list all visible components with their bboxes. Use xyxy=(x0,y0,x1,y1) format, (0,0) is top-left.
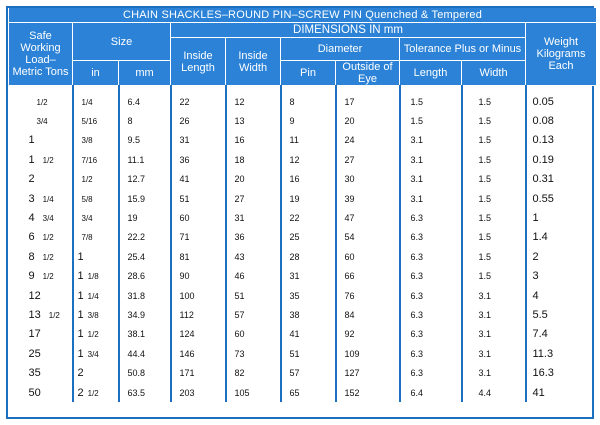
load-whole: 9 xyxy=(28,270,35,283)
size-fraction: 7/8 xyxy=(81,233,93,243)
pin-diameter-cell: 19 xyxy=(281,189,336,208)
load-fraction: 1/2 xyxy=(42,252,54,262)
size-fraction: 1/2 xyxy=(87,388,99,398)
pin-diameter-cell: 28 xyxy=(281,247,336,266)
load-whole: 4 xyxy=(28,212,35,225)
weight-cell: 4 xyxy=(526,286,597,305)
size-inch-cell xyxy=(73,383,119,402)
table-row xyxy=(9,383,597,402)
load-fraction: 1/2 xyxy=(36,97,48,107)
size-mm-cell: 31.8 xyxy=(119,286,171,305)
outside-of-eye-header: Outside of Eye xyxy=(336,61,400,86)
load-whole: 13 xyxy=(28,308,41,321)
safe-working-load-cell xyxy=(9,189,73,208)
tolerance-length-cell: 6.3 xyxy=(400,286,462,305)
size-inch-cell xyxy=(73,247,119,266)
size-fraction: 1/8 xyxy=(87,272,99,282)
size-inch-cell xyxy=(73,228,119,247)
inside-width-cell: 57 xyxy=(226,305,281,324)
outside-of-eye-cell: 17 xyxy=(336,92,400,111)
shackle-spec-table xyxy=(8,8,597,402)
size-fraction: 3/8 xyxy=(87,310,99,320)
load-fraction: 3/4 xyxy=(42,214,54,224)
size-mm-cell: 44.4 xyxy=(119,344,171,363)
size-in-header: in xyxy=(73,61,119,86)
size-whole: 1 xyxy=(77,270,84,283)
tolerance-length-cell: 3.1 xyxy=(400,150,462,169)
inside-length-cell: 26 xyxy=(171,111,226,130)
size-fraction: 3/4 xyxy=(87,349,99,359)
table-row xyxy=(9,208,597,227)
size-whole: 2 xyxy=(77,386,84,399)
outside-of-eye-cell: 39 xyxy=(336,189,400,208)
size-mm-header: mm xyxy=(119,61,171,86)
tolerance-width-cell: 1.5 xyxy=(462,189,526,208)
inside-length-cell: 100 xyxy=(171,286,226,305)
size-mm-cell: 38.1 xyxy=(119,325,171,344)
load-fraction: 1/2 xyxy=(42,233,54,243)
inside-length-cell: 90 xyxy=(171,267,226,286)
size-mm-cell: 12.7 xyxy=(119,170,171,189)
tolerance-width-cell: 1.5 xyxy=(462,170,526,189)
size-fraction: 3/4 xyxy=(81,214,93,224)
inside-length-cell: 112 xyxy=(171,305,226,324)
load-fraction: 1/2 xyxy=(42,272,54,282)
size-mm-cell: 25.4 xyxy=(119,247,171,266)
tolerance-width-cell: 4.4 xyxy=(462,383,526,402)
size-inch-cell xyxy=(73,325,119,344)
safe-working-load-cell xyxy=(9,305,73,324)
load-whole: 35 xyxy=(28,367,41,380)
inside-width-cell: 43 xyxy=(226,247,281,266)
inside-width-header: Inside Width xyxy=(226,38,281,86)
outside-of-eye-cell: 54 xyxy=(336,228,400,247)
safe-working-load-cell xyxy=(9,170,73,189)
size-inch-cell xyxy=(73,111,119,130)
outside-of-eye-cell: 127 xyxy=(336,363,400,382)
weight-cell: 11.3 xyxy=(526,344,597,363)
size-fraction: 5/8 xyxy=(81,194,93,204)
safe-working-load-cell xyxy=(9,111,73,130)
table-row xyxy=(9,228,597,247)
safe-working-load-cell xyxy=(9,228,73,247)
diameter-header: Diameter xyxy=(281,38,400,61)
safe-working-load-cell xyxy=(9,325,73,344)
inside-length-cell: 124 xyxy=(171,325,226,344)
weight-cell: 0.13 xyxy=(526,131,597,150)
pin-diameter-cell: 9 xyxy=(281,111,336,130)
table-row xyxy=(9,111,597,130)
tolerance-length-cell: 3.1 xyxy=(400,189,462,208)
weight-cell: 0.31 xyxy=(526,170,597,189)
size-mm-cell: 6.4 xyxy=(119,92,171,111)
tolerance-width-cell: 1.5 xyxy=(462,111,526,130)
pin-diameter-cell: 35 xyxy=(281,286,336,305)
size-inch-cell xyxy=(73,131,119,150)
safe-working-load-cell xyxy=(9,150,73,169)
size-fraction: 5/16 xyxy=(81,117,98,127)
tolerance-width-cell: 3.1 xyxy=(462,286,526,305)
safe-working-load-cell xyxy=(9,383,73,402)
weight-cell: 2 xyxy=(526,247,597,266)
safe-working-load-cell xyxy=(9,344,73,363)
pin-diameter-cell: 11 xyxy=(281,131,336,150)
load-whole: 3 xyxy=(28,192,35,205)
weight-cell: 0.05 xyxy=(526,92,597,111)
size-whole: 1 xyxy=(77,347,84,360)
inside-width-cell: 27 xyxy=(226,189,281,208)
tolerance-width-cell: 1.5 xyxy=(462,92,526,111)
table-row xyxy=(9,267,597,286)
tolerance-header: Tolerance Plus or Minus xyxy=(400,38,526,61)
weight-cell: 1.4 xyxy=(526,228,597,247)
size-inch-cell xyxy=(73,150,119,169)
load-whole: 8 xyxy=(28,250,35,263)
inside-length-cell: 36 xyxy=(171,150,226,169)
size-inch-cell xyxy=(73,189,119,208)
safe-working-load-cell xyxy=(9,92,73,111)
size-whole: 1 xyxy=(77,250,84,263)
tolerance-length-cell: 3.1 xyxy=(400,131,462,150)
table-title: CHAIN SHACKLES–ROUND PIN–SCREW PIN Quenched & Tempered xyxy=(9,8,597,23)
size-fraction: 3/8 xyxy=(81,136,93,146)
safe-working-load-cell xyxy=(9,208,73,227)
table-row xyxy=(9,344,597,363)
table-row xyxy=(9,170,597,189)
outside-of-eye-cell: 60 xyxy=(336,247,400,266)
load-whole: 50 xyxy=(28,386,41,399)
inside-length-header: Inside Length xyxy=(171,38,226,86)
table-row xyxy=(9,189,597,208)
size-whole: 2 xyxy=(77,367,84,380)
tolerance-width-header: Width xyxy=(462,61,526,86)
inside-width-cell: 20 xyxy=(226,170,281,189)
weight-cell: 0.19 xyxy=(526,150,597,169)
outside-of-eye-cell: 84 xyxy=(336,305,400,324)
outside-of-eye-cell: 30 xyxy=(336,170,400,189)
tolerance-length-cell: 6.3 xyxy=(400,267,462,286)
size-mm-cell: 28.6 xyxy=(119,267,171,286)
inside-width-cell: 36 xyxy=(226,228,281,247)
size-mm-cell: 11.1 xyxy=(119,150,171,169)
tolerance-length-cell: 6.4 xyxy=(400,383,462,402)
size-inch-cell xyxy=(73,170,119,189)
table-row xyxy=(9,286,597,305)
safe-working-load-cell xyxy=(9,286,73,305)
pin-diameter-cell: 65 xyxy=(281,383,336,402)
size-mm-cell: 15.9 xyxy=(119,189,171,208)
size-mm-cell: 19 xyxy=(119,208,171,227)
size-mm-cell: 9.5 xyxy=(119,131,171,150)
load-fraction: 1/2 xyxy=(48,310,60,320)
safe-working-load-cell xyxy=(9,131,73,150)
size-fraction: 1/2 xyxy=(81,175,93,185)
weight-cell: 0.55 xyxy=(526,189,597,208)
load-whole: 12 xyxy=(28,289,41,302)
outside-of-eye-cell: 152 xyxy=(336,383,400,402)
size-inch-cell xyxy=(73,208,119,227)
table-row xyxy=(9,92,597,111)
weight-cell: 5.5 xyxy=(526,305,597,324)
safe-working-load-header: Safe Working Load– Metric Tons xyxy=(9,23,73,86)
size-inch-cell xyxy=(73,363,119,382)
table-row xyxy=(9,325,597,344)
outside-of-eye-cell: 76 xyxy=(336,286,400,305)
tolerance-length-cell: 6.3 xyxy=(400,363,462,382)
inside-length-cell: 146 xyxy=(171,344,226,363)
tolerance-length-cell: 6.3 xyxy=(400,344,462,363)
shackle-spec-sheet xyxy=(6,6,594,419)
load-whole: 1 xyxy=(28,134,35,147)
tolerance-width-cell: 3.1 xyxy=(462,305,526,324)
size-inch-cell xyxy=(73,305,119,324)
size-inch-cell xyxy=(73,286,119,305)
tolerance-length-header: Length xyxy=(400,61,462,86)
pin-diameter-cell: 51 xyxy=(281,344,336,363)
size-whole: 1 xyxy=(77,308,84,321)
outside-of-eye-cell: 24 xyxy=(336,131,400,150)
load-whole: 2 xyxy=(28,173,35,186)
tolerance-width-cell: 1.5 xyxy=(462,267,526,286)
table-row xyxy=(9,247,597,266)
pin-diameter-cell: 41 xyxy=(281,325,336,344)
inside-length-cell: 71 xyxy=(171,228,226,247)
size-mm-cell: 34.9 xyxy=(119,305,171,324)
tolerance-length-cell: 6.3 xyxy=(400,325,462,344)
inside-length-cell: 81 xyxy=(171,247,226,266)
tolerance-length-cell: 6.3 xyxy=(400,305,462,324)
tolerance-width-cell: 1.5 xyxy=(462,247,526,266)
inside-width-cell: 105 xyxy=(226,383,281,402)
pin-diameter-cell: 25 xyxy=(281,228,336,247)
inside-width-cell: 13 xyxy=(226,111,281,130)
load-fraction: 1/4 xyxy=(42,194,54,204)
pin-diameter-cell: 16 xyxy=(281,170,336,189)
inside-length-cell: 31 xyxy=(171,131,226,150)
size-fraction: 1/4 xyxy=(87,291,99,301)
tolerance-width-cell: 3.1 xyxy=(462,344,526,363)
weight-cell: 0.08 xyxy=(526,111,597,130)
safe-working-load-cell xyxy=(9,267,73,286)
outside-of-eye-cell: 20 xyxy=(336,111,400,130)
tolerance-length-cell: 6.3 xyxy=(400,228,462,247)
inside-width-cell: 46 xyxy=(226,267,281,286)
size-mm-cell: 8 xyxy=(119,111,171,130)
size-fraction: 1/2 xyxy=(87,330,99,340)
weight-cell: 16.3 xyxy=(526,363,597,382)
size-inch-cell xyxy=(73,344,119,363)
table-row xyxy=(9,305,597,324)
inside-length-cell: 203 xyxy=(171,383,226,402)
size-mm-cell: 22.2 xyxy=(119,228,171,247)
tolerance-length-cell: 6.3 xyxy=(400,208,462,227)
tolerance-length-cell: 6.3 xyxy=(400,247,462,266)
size-whole: 1 xyxy=(77,328,84,341)
tolerance-width-cell: 3.1 xyxy=(462,325,526,344)
tolerance-length-cell: 1.5 xyxy=(400,111,462,130)
pin-diameter-cell: 31 xyxy=(281,267,336,286)
inside-length-cell: 60 xyxy=(171,208,226,227)
weight-cell: 41 xyxy=(526,383,597,402)
load-whole: 6 xyxy=(28,231,35,244)
size-mm-cell: 63.5 xyxy=(119,383,171,402)
inside-width-cell: 31 xyxy=(226,208,281,227)
inside-width-cell: 12 xyxy=(226,92,281,111)
load-whole: 25 xyxy=(28,347,41,360)
size-inch-cell xyxy=(73,92,119,111)
tolerance-width-cell: 3.1 xyxy=(462,363,526,382)
tolerance-length-cell: 1.5 xyxy=(400,92,462,111)
load-whole: 1 xyxy=(28,153,35,166)
size-inch-cell xyxy=(73,267,119,286)
load-whole: 17 xyxy=(28,328,41,341)
tolerance-width-cell: 1.5 xyxy=(462,208,526,227)
weight-cell: 7.4 xyxy=(526,325,597,344)
weight-header: Weight Kilograms Each xyxy=(526,23,597,86)
weight-cell: 1 xyxy=(526,208,597,227)
inside-width-cell: 51 xyxy=(226,286,281,305)
inside-width-cell: 82 xyxy=(226,363,281,382)
size-header: Size xyxy=(73,23,171,61)
table-body xyxy=(9,86,597,403)
inside-width-cell: 73 xyxy=(226,344,281,363)
table-row xyxy=(9,363,597,382)
tolerance-length-cell: 3.1 xyxy=(400,170,462,189)
tolerance-width-cell: 1.5 xyxy=(462,131,526,150)
table-row xyxy=(9,131,597,150)
inside-width-cell: 60 xyxy=(226,325,281,344)
size-fraction: 7/16 xyxy=(81,155,98,165)
outside-of-eye-cell: 66 xyxy=(336,267,400,286)
load-fraction: 1/2 xyxy=(42,155,54,165)
inside-length-cell: 22 xyxy=(171,92,226,111)
outside-of-eye-cell: 109 xyxy=(336,344,400,363)
pin-diameter-cell: 12 xyxy=(281,150,336,169)
tolerance-width-cell: 1.5 xyxy=(462,150,526,169)
size-fraction: 1/4 xyxy=(81,97,93,107)
size-whole: 1 xyxy=(77,289,84,302)
tolerance-width-cell: 1.5 xyxy=(462,228,526,247)
inside-length-cell: 41 xyxy=(171,170,226,189)
safe-working-load-cell xyxy=(9,363,73,382)
inside-length-cell: 51 xyxy=(171,189,226,208)
weight-cell: 3 xyxy=(526,267,597,286)
pin-diameter-cell: 57 xyxy=(281,363,336,382)
dimensions-header: DIMENSIONS IN mm xyxy=(171,23,526,38)
pin-diameter-cell: 38 xyxy=(281,305,336,324)
outside-of-eye-cell: 27 xyxy=(336,150,400,169)
safe-working-load-cell xyxy=(9,247,73,266)
pin-diameter-cell: 22 xyxy=(281,208,336,227)
size-mm-cell: 50.8 xyxy=(119,363,171,382)
outside-of-eye-cell: 92 xyxy=(336,325,400,344)
inside-width-cell: 16 xyxy=(226,131,281,150)
inside-width-cell: 18 xyxy=(226,150,281,169)
pin-diameter-cell: 8 xyxy=(281,92,336,111)
table-row xyxy=(9,150,597,169)
load-fraction: 3/4 xyxy=(36,117,48,127)
inside-length-cell: 171 xyxy=(171,363,226,382)
outside-of-eye-cell: 47 xyxy=(336,208,400,227)
pin-header: Pin xyxy=(281,61,336,86)
